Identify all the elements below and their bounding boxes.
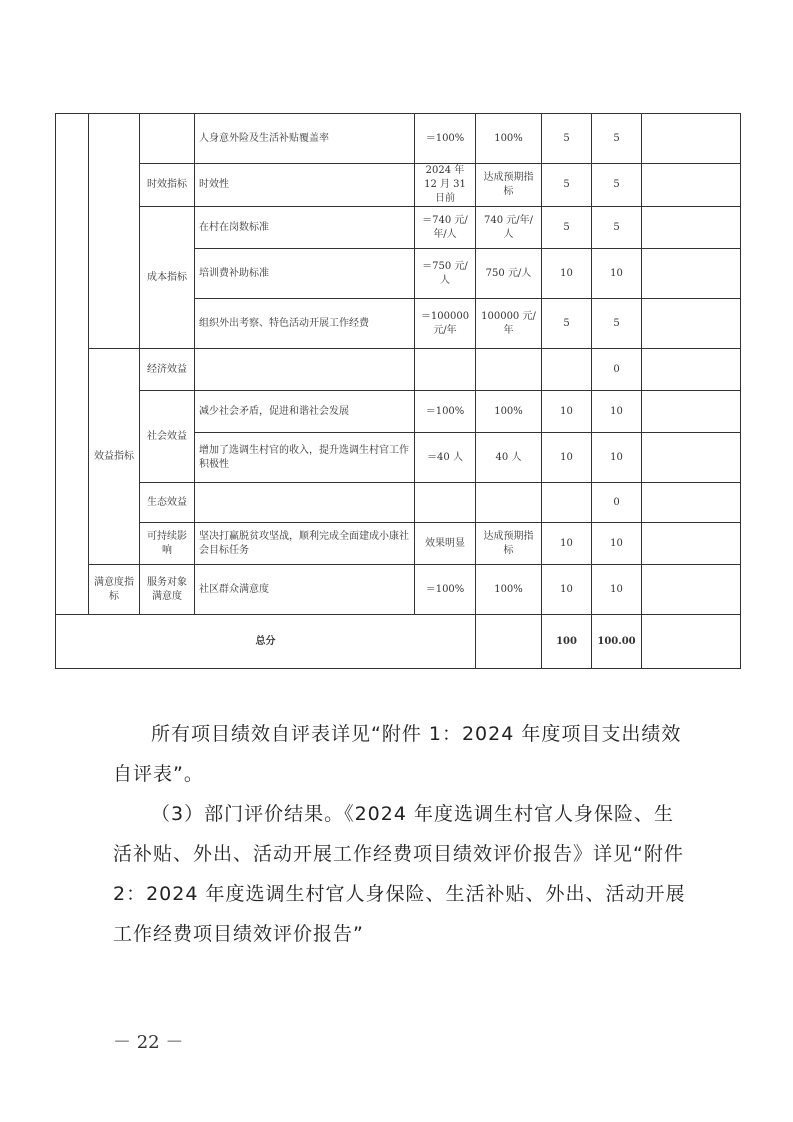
target-cell: ＝740 元/年/人 xyxy=(415,207,476,249)
indicator-cell: 坚决打赢脱贫攻坚战，顺利完成全面建成小康社会目标任务 xyxy=(195,523,415,565)
table-row xyxy=(56,391,741,433)
paragraph-attachment-1: 所有项目绩效自评表详见“附件 1：2024 年度项目支出绩效自评表”。 xyxy=(113,723,682,785)
level3-cell: 时效指标 xyxy=(140,164,195,207)
score-cell: 10 xyxy=(592,523,642,565)
indicator-cell: 在村在岗数标准 xyxy=(195,207,415,249)
note-cell xyxy=(642,565,741,615)
performance-table xyxy=(55,113,741,669)
total-label: 总分 xyxy=(56,615,476,669)
note-cell xyxy=(642,114,741,164)
level3-cell: 可持续影响 xyxy=(140,523,195,565)
weight-cell: 10 xyxy=(542,249,592,299)
total-row xyxy=(56,615,741,669)
note-cell xyxy=(642,523,741,565)
score-cell: 5 xyxy=(592,299,642,349)
actual-cell: 740 元/年/人 xyxy=(476,207,542,249)
note-cell xyxy=(642,349,741,391)
score-cell: 0 xyxy=(592,349,642,391)
score-cell: 10 xyxy=(592,391,642,433)
table-row xyxy=(56,164,741,207)
target-cell: ＝100% xyxy=(415,114,476,164)
page-number: － 22 － xyxy=(113,1032,184,1053)
score-cell: 5 xyxy=(592,114,642,164)
note-cell xyxy=(642,164,741,207)
weight-cell: 5 xyxy=(542,114,592,164)
table-row xyxy=(56,565,741,615)
total-actual xyxy=(476,615,542,669)
paragraph-department-evaluation: （3）部门评价结果。《2024 年度选调生村官人身保险、生活补贴、外出、活动开展工作经费项目绩效评价报告》详见“附件 2：2024 年度选调生村官人身保险、生活补贴、外出、活动开展工作经费项目绩效评价报告” xyxy=(113,803,686,945)
level3-cell xyxy=(140,114,195,164)
weight-cell: 5 xyxy=(542,207,592,249)
actual-cell xyxy=(476,349,542,391)
level3-cell: 经济效益 xyxy=(140,349,195,391)
weight-cell: 5 xyxy=(542,164,592,207)
level2-cell: 效益指标 xyxy=(89,349,140,565)
weight-cell xyxy=(542,349,592,391)
indicator-cell: 减少社会矛盾，促进和谐社会发展 xyxy=(195,391,415,433)
indicator-cell xyxy=(195,483,415,523)
note-cell xyxy=(642,299,741,349)
weight-cell: 10 xyxy=(542,565,592,615)
level3-cell: 社会效益 xyxy=(140,391,195,483)
actual-cell: 达成预期指标 xyxy=(476,164,542,207)
score-cell: 5 xyxy=(592,207,642,249)
note-cell xyxy=(642,207,741,249)
target-cell xyxy=(415,349,476,391)
score-cell: 5 xyxy=(592,164,642,207)
target-cell: ＝100000 元/年 xyxy=(415,299,476,349)
level3-cell: 生态效益 xyxy=(140,483,195,523)
level1-cell xyxy=(56,114,89,615)
score-cell: 10 xyxy=(592,565,642,615)
actual-cell: 100% xyxy=(476,565,542,615)
weight-cell: 5 xyxy=(542,299,592,349)
target-cell xyxy=(415,483,476,523)
indicator-cell: 增加了选调生村官的收入，提升选调生村官工作积极性 xyxy=(195,433,415,483)
actual-cell xyxy=(476,483,542,523)
score-cell: 10 xyxy=(592,433,642,483)
score-cell: 0 xyxy=(592,483,642,523)
indicator-cell: 培训费补助标准 xyxy=(195,249,415,299)
table-row xyxy=(56,483,741,523)
level2-cell xyxy=(89,114,140,349)
score-cell: 10 xyxy=(592,249,642,299)
actual-cell: 100% xyxy=(476,114,542,164)
indicator-cell: 时效性 xyxy=(195,164,415,207)
weight-cell: 10 xyxy=(542,523,592,565)
note-cell xyxy=(642,249,741,299)
indicator-cell: 社区群众满意度 xyxy=(195,565,415,615)
table-row xyxy=(56,523,741,565)
actual-cell: 达成预期指标 xyxy=(476,523,542,565)
total-note xyxy=(642,615,741,669)
indicator-cell: 组织外出考察、特色活动开展工作经费 xyxy=(195,299,415,349)
weight-cell: 10 xyxy=(542,433,592,483)
total-weight: 100 xyxy=(542,615,592,669)
target-cell: 2024 年 12 月 31 日前 xyxy=(415,164,476,207)
note-cell xyxy=(642,391,741,433)
level3-cell: 成本指标 xyxy=(140,207,195,349)
level2-cell: 满意度指标 xyxy=(89,565,140,615)
table-row xyxy=(56,349,741,391)
note-cell xyxy=(642,433,741,483)
actual-cell: 100000 元/年 xyxy=(476,299,542,349)
target-cell: 效果明显 xyxy=(415,523,476,565)
indicator-cell: 人身意外险及生活补贴覆盖率 xyxy=(195,114,415,164)
indicator-cell xyxy=(195,349,415,391)
table-row xyxy=(56,207,741,249)
level3-cell: 服务对象满意度 xyxy=(140,565,195,615)
target-cell: ＝100% xyxy=(415,565,476,615)
table-row xyxy=(56,114,741,164)
weight-cell: 10 xyxy=(542,391,592,433)
actual-cell: 40 人 xyxy=(476,433,542,483)
weight-cell xyxy=(542,483,592,523)
target-cell: ＝750 元/人 xyxy=(415,249,476,299)
total-score: 100.00 xyxy=(592,615,642,669)
target-cell: ＝100% xyxy=(415,391,476,433)
target-cell: ＝40 人 xyxy=(415,433,476,483)
note-cell xyxy=(642,483,741,523)
actual-cell: 100% xyxy=(476,391,542,433)
actual-cell: 750 元/人 xyxy=(476,249,542,299)
